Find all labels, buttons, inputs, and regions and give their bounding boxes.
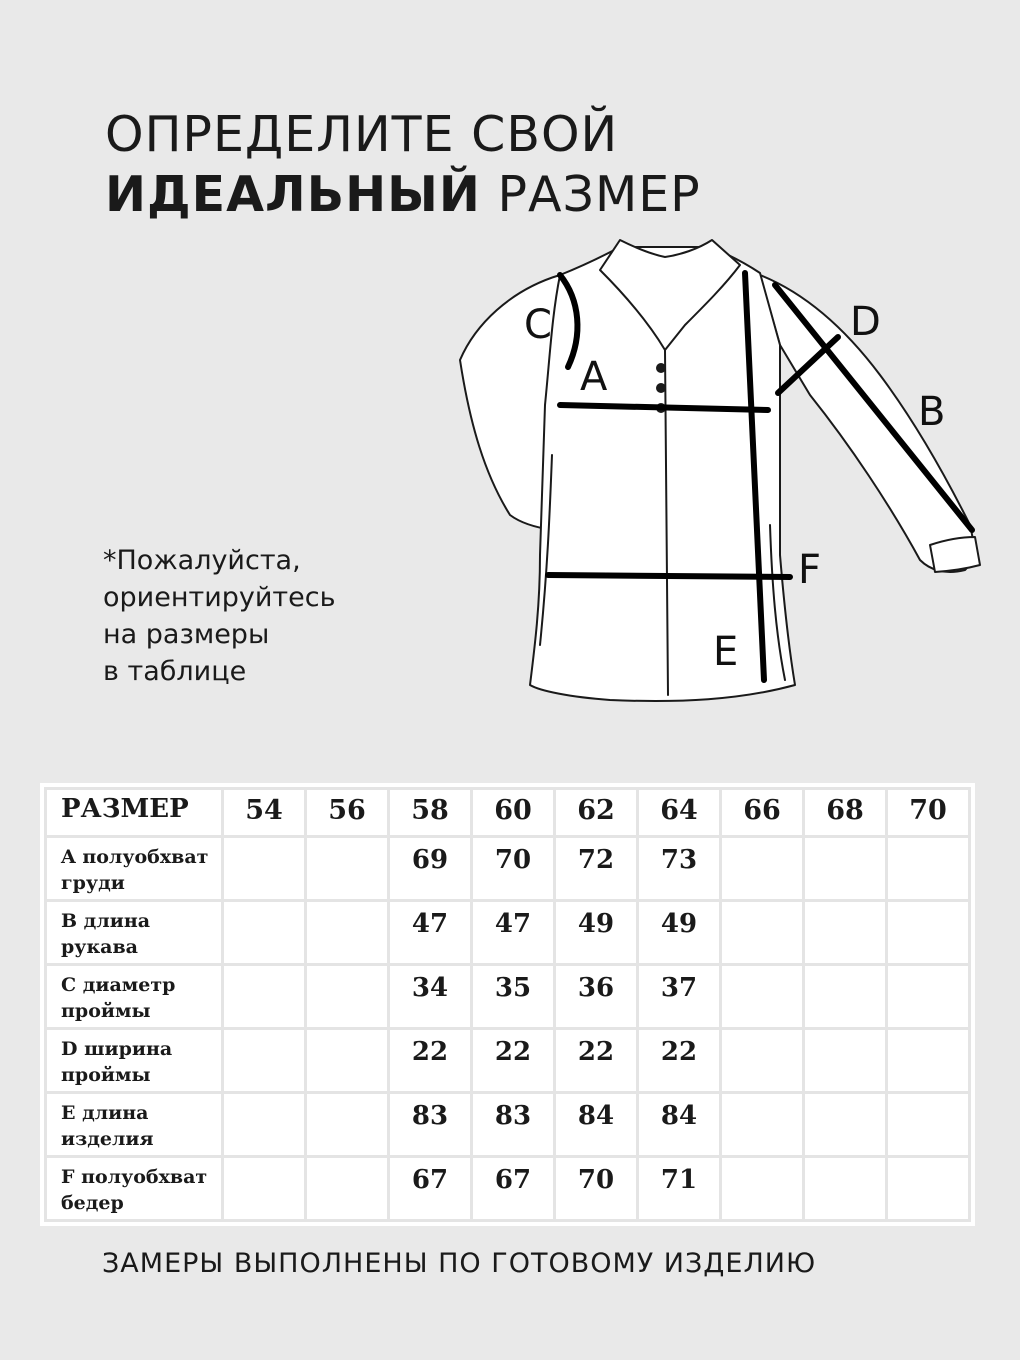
table-cell: 34	[389, 965, 472, 1029]
table-cell	[804, 837, 887, 901]
table-cell	[721, 1157, 804, 1221]
title-line-1: ОПРЕДЕЛИТЕ СВОЙ	[105, 105, 619, 163]
table-cell: 22	[389, 1029, 472, 1093]
table-cell: 22	[638, 1029, 721, 1093]
table-cell	[804, 1093, 887, 1157]
table-row	[46, 1029, 970, 1093]
table-cell: 35	[472, 965, 555, 1029]
table-row	[46, 901, 970, 965]
table-cell	[223, 901, 306, 965]
size-col-header: 64	[638, 789, 721, 837]
row-label-line-2: груди	[61, 872, 125, 894]
note-line-3: на размеры	[103, 619, 270, 650]
row-label	[46, 901, 223, 965]
row-label-line-1: A полуобхват	[61, 846, 209, 868]
size-col-header: 70	[887, 789, 970, 837]
size-col-header: 56	[306, 789, 389, 837]
table-cell	[721, 837, 804, 901]
table-cell	[223, 837, 306, 901]
table-row	[46, 965, 970, 1029]
table-cell	[804, 901, 887, 965]
label-b: B	[918, 389, 946, 435]
table-cell	[804, 1157, 887, 1221]
table-cell	[306, 901, 389, 965]
label-e: E	[713, 629, 739, 675]
table-cell: 67	[472, 1157, 555, 1221]
table-cell	[223, 965, 306, 1029]
row-label-line-2: рукава	[61, 936, 138, 958]
note-line-2: ориентируйтесь	[103, 582, 336, 613]
right-cuff	[930, 537, 980, 572]
table-cell	[804, 965, 887, 1029]
table-row	[46, 1093, 970, 1157]
table-cell: 83	[472, 1093, 555, 1157]
table-cell	[721, 1029, 804, 1093]
row-label	[46, 837, 223, 901]
row-label-line-2: проймы	[61, 1064, 151, 1086]
note-line-4: в таблице	[103, 656, 247, 687]
table-cell	[306, 837, 389, 901]
page-title	[105, 105, 701, 225]
table-cell	[306, 965, 389, 1029]
title-bold-word: ИДЕАЛЬНЫЙ	[105, 165, 481, 223]
row-label-line-1: C диаметр	[61, 974, 176, 996]
label-f: F	[798, 547, 822, 593]
size-table-container	[40, 783, 975, 1226]
table-cell: 49	[638, 901, 721, 965]
table-cell	[887, 1029, 970, 1093]
table-cell	[223, 1093, 306, 1157]
table-cell: 84	[555, 1093, 638, 1157]
table-cell: 70	[472, 837, 555, 901]
title-rest: РАЗМЕР	[480, 165, 701, 223]
garment-diagram-svg	[440, 225, 1000, 705]
size-col-header: 68	[804, 789, 887, 837]
table-cell	[306, 1029, 389, 1093]
table-cell	[887, 1093, 970, 1157]
row-label	[46, 965, 223, 1029]
table-cell: 49	[555, 901, 638, 965]
table-cell	[721, 1093, 804, 1157]
table-cell	[887, 837, 970, 901]
table-cell	[721, 965, 804, 1029]
note-line-1: *Пожалуйста,	[103, 545, 301, 576]
label-c: C	[524, 302, 552, 348]
table-cell: 70	[555, 1157, 638, 1221]
table-cell: 36	[555, 965, 638, 1029]
row-label	[46, 1029, 223, 1093]
footer-note: ЗАМЕРЫ ВЫПОЛНЕНЫ ПО ГОТОВОМУ ИЗДЕЛИЮ	[102, 1248, 817, 1279]
table-cell	[887, 965, 970, 1029]
row-label-line-2: бедер	[61, 1192, 124, 1214]
size-col-header: 62	[555, 789, 638, 837]
table-cell: 22	[472, 1029, 555, 1093]
table-cell: 83	[389, 1093, 472, 1157]
size-table-header	[46, 789, 970, 837]
table-cell	[721, 901, 804, 965]
row-label	[46, 1157, 223, 1221]
size-col-header: 58	[389, 789, 472, 837]
table-cell: 73	[638, 837, 721, 901]
table-cell: 69	[389, 837, 472, 901]
table-cell: 67	[389, 1157, 472, 1221]
row-label-line-1: B длина	[61, 910, 151, 932]
size-table	[44, 787, 971, 1222]
row-label-line-2: изделия	[61, 1128, 154, 1150]
row-label-line-1: F полуобхват	[61, 1166, 208, 1188]
table-cell: 72	[555, 837, 638, 901]
title-line-2	[105, 165, 701, 225]
label-d: D	[850, 299, 881, 345]
table-row	[46, 837, 970, 901]
label-a: A	[580, 354, 608, 400]
table-cell: 47	[389, 901, 472, 965]
size-col-header: 54	[223, 789, 306, 837]
table-cell	[223, 1157, 306, 1221]
table-cell	[887, 901, 970, 965]
row-label-line-1: D ширина	[61, 1038, 173, 1060]
size-col-header: 66	[721, 789, 804, 837]
table-cell	[804, 1029, 887, 1093]
row-label-line-2: проймы	[61, 1000, 151, 1022]
measure-line-f	[548, 575, 790, 577]
table-row	[46, 1157, 970, 1221]
row-label	[46, 1093, 223, 1157]
table-cell	[306, 1157, 389, 1221]
table-cell: 47	[472, 901, 555, 965]
button-2	[656, 383, 666, 393]
header-label: РАЗМЕР	[46, 789, 223, 837]
table-cell: 84	[638, 1093, 721, 1157]
button-1	[656, 363, 666, 373]
garment-diagram	[440, 225, 1000, 705]
table-cell	[887, 1157, 970, 1221]
size-note	[103, 542, 336, 690]
table-cell	[223, 1029, 306, 1093]
row-label-line-1: E длина	[61, 1102, 149, 1124]
table-cell: 22	[555, 1029, 638, 1093]
table-cell	[306, 1093, 389, 1157]
table-cell: 37	[638, 965, 721, 1029]
size-col-header: 60	[472, 789, 555, 837]
table-cell: 71	[638, 1157, 721, 1221]
